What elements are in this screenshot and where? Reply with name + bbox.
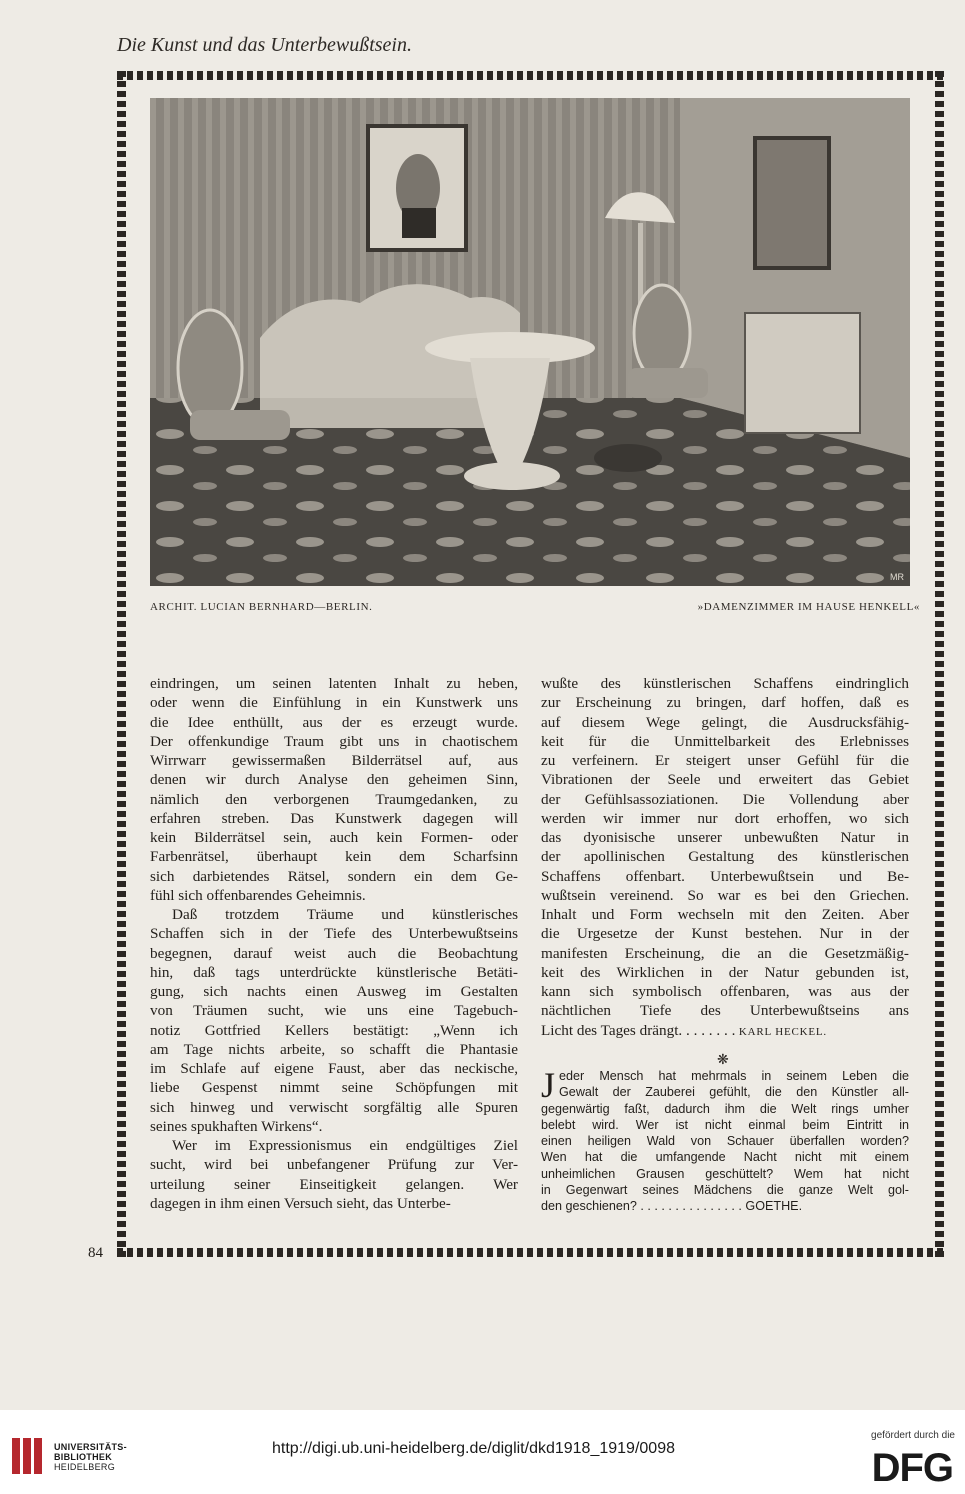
goethe-quote <box>541 1065 909 1215</box>
text-line: die Idee enthüllt, aus der es erzeugt wurde. <box>150 713 518 731</box>
library-name <box>54 1442 127 1472</box>
text-line: Daß trotzdem Träume und künstlerisches <box>172 906 518 923</box>
text-line: begegnen, darauf weist auch die Beobachtung <box>150 944 518 962</box>
text-line: nämlich den verborgenen Traumgedanken, zu <box>150 790 518 808</box>
text-line: Inhalt und Form wechseln mit den Zeiten. Aber <box>541 906 909 923</box>
library-logo-icon <box>10 1434 44 1478</box>
text-line: dagegen in ihm einen Versuch sieht, das Unterbe- <box>150 1194 451 1212</box>
text-line: notiz Gottfried Kellers bestätigt: „Wenn ich <box>150 1021 518 1039</box>
quote-line: eder Mensch hat mehrmals in seinem Leben die <box>559 1069 909 1083</box>
text-line: manifesten Erscheinung, die an die Gesetzmäßig- <box>541 944 909 962</box>
drop-cap: J <box>541 1065 556 1105</box>
text-line: hin, daß tags unterdrückte künstlerische Betäti- <box>150 963 518 981</box>
ornamental-border-right <box>935 71 944 1257</box>
funding-note: gefördert durch die <box>871 1430 955 1441</box>
text-line: Schaffens offenbart. Unterbewußtsein und Be- <box>541 867 909 885</box>
text-line: zu verfeinern. Er steigert unser Gefühl für die <box>541 752 909 769</box>
text-line: das dyonisische unserer unbewußten Natur in <box>541 829 909 846</box>
text-line: denen wir durch Analyse den geheimen Sinn, <box>150 771 518 789</box>
text-line: keit des Wirklichen in der Natur gebunden ist, <box>541 963 909 981</box>
text-line: kann sich symbolisch offenbaren, was aus der <box>541 983 909 1000</box>
quote-line: den geschienen? . . . . . . . . . . . . . . . GOETHE. <box>541 1199 803 1214</box>
text-column-left <box>150 674 518 1213</box>
text-line: urteilung seiner Einseitigkeit gelangen. Wer <box>150 1175 518 1193</box>
text-line: auf diesem Wege gelingt, die Ausdrucksfähig- <box>541 713 909 731</box>
dfg-logo: DFG <box>871 1446 953 1490</box>
text-line: nächtlichen Tiefe des Unterbewußtseins ans <box>541 1002 909 1020</box>
library-name-line2: BIBLIOTHEK <box>54 1452 112 1462</box>
text-line: eindringen, um seinen latenten Inhalt zu heben, <box>150 675 518 692</box>
quote-line: belebt wird. Wer ist nicht einmal beim Eintritt in <box>541 1117 909 1132</box>
library-name-line3: HEIDELBERG <box>54 1462 116 1472</box>
ornamental-border-bottom <box>117 1248 944 1257</box>
caption-architect: ARCHIT. LUCIAN BERNHARD—BERLIN. <box>150 601 373 613</box>
text-line: im Schlafe auf eigene Faust, aber das neckische, <box>150 1060 518 1077</box>
text-line: seines spukhaften Wirkens“. <box>150 1117 323 1135</box>
page-number: 84 <box>88 1245 103 1261</box>
text-line: am Tage nichts arbeite, so schafft die Phantasie <box>150 1040 518 1058</box>
room-photograph <box>150 98 910 586</box>
text-line: Licht des Tages drängt. . . . . . . . KARL HECKEL. <box>541 1021 827 1039</box>
room-illustration <box>150 98 910 586</box>
photo-signature: MR <box>890 572 904 582</box>
quote-line: Gewalt der Zauberei gefühlt, die den Künstler all- <box>559 1085 909 1100</box>
quote-line: einen heiligen Wald von Schauer überfallen worden? <box>541 1134 909 1149</box>
running-head: Die Kunst und das Unterbewußtsein. <box>117 34 412 56</box>
text-line: der Gefühlsassoziationen. Die Vollendung aber <box>541 790 909 808</box>
text-line: Der offenkundige Traum gibt uns in chaotischem <box>150 732 518 750</box>
text-line: oder wenn die Einfühlung in ein Kunstwerk uns <box>150 694 518 712</box>
text-line: von Träumen sucht, wie uns eine Tagebuch- <box>150 1002 518 1020</box>
text-line: der apollinischen Gestaltung des künstlerischen <box>541 848 909 866</box>
digitization-footer <box>0 1410 965 1494</box>
quote-line: unheimlichen Grausen geschüttelt? Wem hat nicht <box>541 1166 909 1181</box>
text-line: kein Bilderrätsel sein, auch kein Formen- oder <box>150 829 518 846</box>
text-line: wußte des künstlerischen Schaffens eindringlich <box>541 675 909 692</box>
text-line: sich hinweg und verwischt sorgfältig alle Spuren <box>150 1098 518 1116</box>
text-line: Vibrationen der Seele und erweitert das Gebiet <box>541 771 909 789</box>
text-line: zur Erscheinung zu bringen, darf hoffen, daß es <box>541 694 909 712</box>
quote-lines <box>541 1065 909 1215</box>
text-line: Schaffen sich in der Tiefe des Unterbewußtseins <box>150 925 518 943</box>
quote-line: in Gegenwart seines Mädchens die ganze Welt gol- <box>541 1183 909 1198</box>
source-url-link[interactable]: http://digi.ub.uni-heidelberg.de/diglit/dkd1918_1919/0098 <box>272 1440 675 1457</box>
quote-line: Wen hat die umfangende Nacht nicht mit einem <box>541 1150 909 1165</box>
ornamental-border-top <box>117 71 944 80</box>
text-line: gung, sich nachts einen Ausweg im Gestalten <box>150 983 518 1000</box>
text-line: sich darbietendes Rätsel, sondern ein dem Ge- <box>150 867 518 885</box>
text-line: keit für die Unmittelbarkeit des Erlebnisses <box>541 732 909 750</box>
text-line: fühl sich offenbarendes Geheimnis. <box>150 886 366 904</box>
author-signature: KARL HECKEL. <box>735 1025 827 1038</box>
text-line: Wer im Expressionismus ein endgültiges Ziel <box>172 1137 518 1154</box>
text-line: werden wir immer nur dort erhoffen, wo sich <box>541 809 909 827</box>
text-line: sucht, wird bei unbefangener Prüfung zur Ver- <box>150 1156 518 1174</box>
library-name-line1: UNIVERSITÄTS- <box>54 1442 127 1452</box>
ornamental-border-left <box>117 71 126 1257</box>
caption-title: »DAMENZIMMER IM HAUSE HENKELL« <box>697 601 920 613</box>
ornament-icon: ❋ <box>717 1053 729 1068</box>
text-line: wußtsein vereinend. So war es bei den Griechen. <box>541 886 909 904</box>
text-line: Farbenrätsel, überhaupt kein dem Scharfsinn <box>150 848 518 866</box>
text-line: Wirrwarr gewissermaßen Bilderrätsel auf, aus <box>150 752 518 769</box>
quote-line: gegenwärtig faßt, dadurch ihm die Welt rings umher <box>541 1101 909 1116</box>
text-line: erfahren streben. Das Kunstwerk dagegen will <box>150 809 518 827</box>
text-column-right <box>541 674 909 1042</box>
text-line: die Urgesetze der Kunst bestehen. Nur in der <box>541 925 909 943</box>
text-line: liebe Gespenst nimmt seine Schöpfungen mit <box>150 1079 518 1097</box>
